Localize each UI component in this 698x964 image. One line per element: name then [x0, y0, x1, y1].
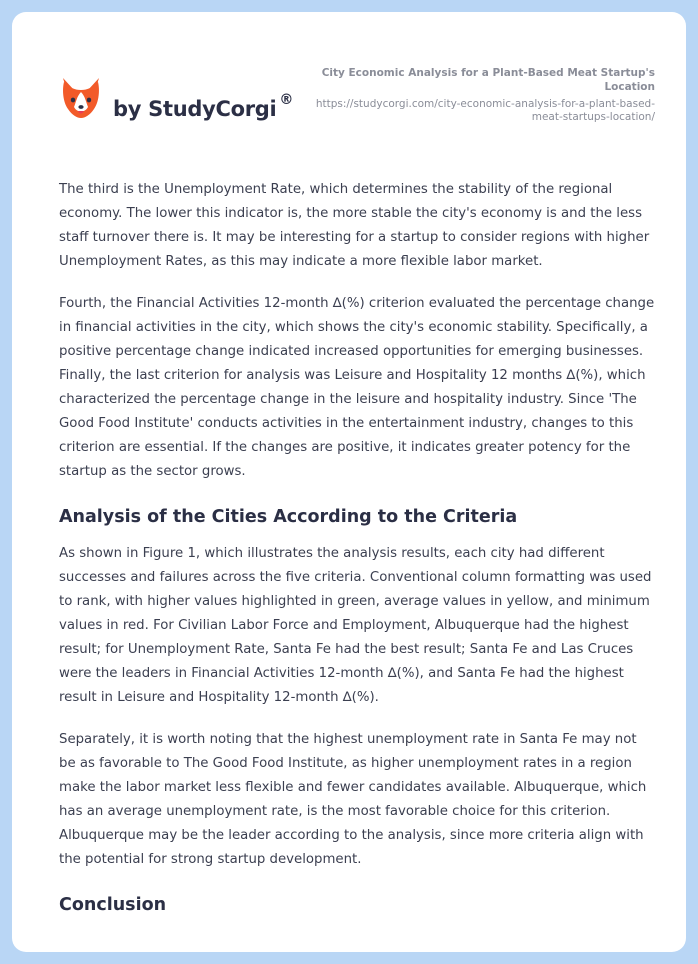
brand-name[interactable] — [113, 92, 294, 121]
paragraph: The third is the Unemployment Rate, which determines the stability of the regional economy. The lower this indicator is, the more stable the city's economy is and the less staff turnover there is. It may be interesting for a startup to consider regions with higher Unemployment Rates, as this may indicate a more flexible labor market. — [59, 182, 650, 269]
page-header — [12, 12, 686, 152]
document-title: City Economic Analysis for a Plant-Based Meat Startup's Location — [321, 67, 655, 93]
paragraph: Fourth, the Financial Activities 12-month ∆(%) criterion evaluated the percentage change in financial activities in the city, which shows the city's economic stability. Specifically, a positive percentage change indicated increased opportunities for emerging businesses. Finally, the last criterion for analysis was Leisure and Hospitality 12 months ∆(%), which characterized the percentage change in the leisure and hospitality industry. Since 'The Good Food Institute' conducts activities in the entertainment industry, changes to this criterion are essential. If the changes are positive, it indicates greater potency for the startup as the sector grows. — [59, 296, 655, 479]
paragraph: As shown in Figure 1, which illustrates the analysis results, each city had different successes and failures across the five criteria. Conventional column formatting was used to rank, with higher values highlighted in green, average values in yellow, and minimum values in red. For Civilian Labor Force and Employment, Albuquerque had the highest result; for Unemployment Rate, Santa Fe had the best result; Santa Fe and Las Cruces were the leaders in Financial Activities 12-month ∆(%), and Santa Fe had the highest result in Leisure and Hospitality 12-month ∆(%). — [59, 546, 652, 705]
article-body — [59, 178, 657, 930]
paragraph: Separately, it is worth noting that the highest unemployment rate in Santa Fe may not be as favorable to The Good Food Institute, as higher unemployment rates in a region make the labor market less flexible and fewer candidates available. Albuquerque, which has an average unemployment rate, is the most favorable choice for this criterion. Albuquerque may be the leader according to the analysis, since more criteria align with the potential for strong startup development. — [59, 732, 647, 867]
registered-mark: ® — [279, 92, 294, 108]
document-page — [12, 12, 686, 952]
section-heading-analysis: Analysis of the Cities According to the Criteria — [59, 507, 518, 527]
brand-text: by StudyCorgi — [113, 97, 277, 121]
corgi-logo-icon[interactable] — [60, 76, 102, 122]
section-heading-conclusion: Conclusion — [59, 895, 167, 915]
document-url[interactable]: https://studycorgi.com/city-economic-analysis-for-a-plant-based-meat-startups-location/ — [315, 98, 655, 123]
